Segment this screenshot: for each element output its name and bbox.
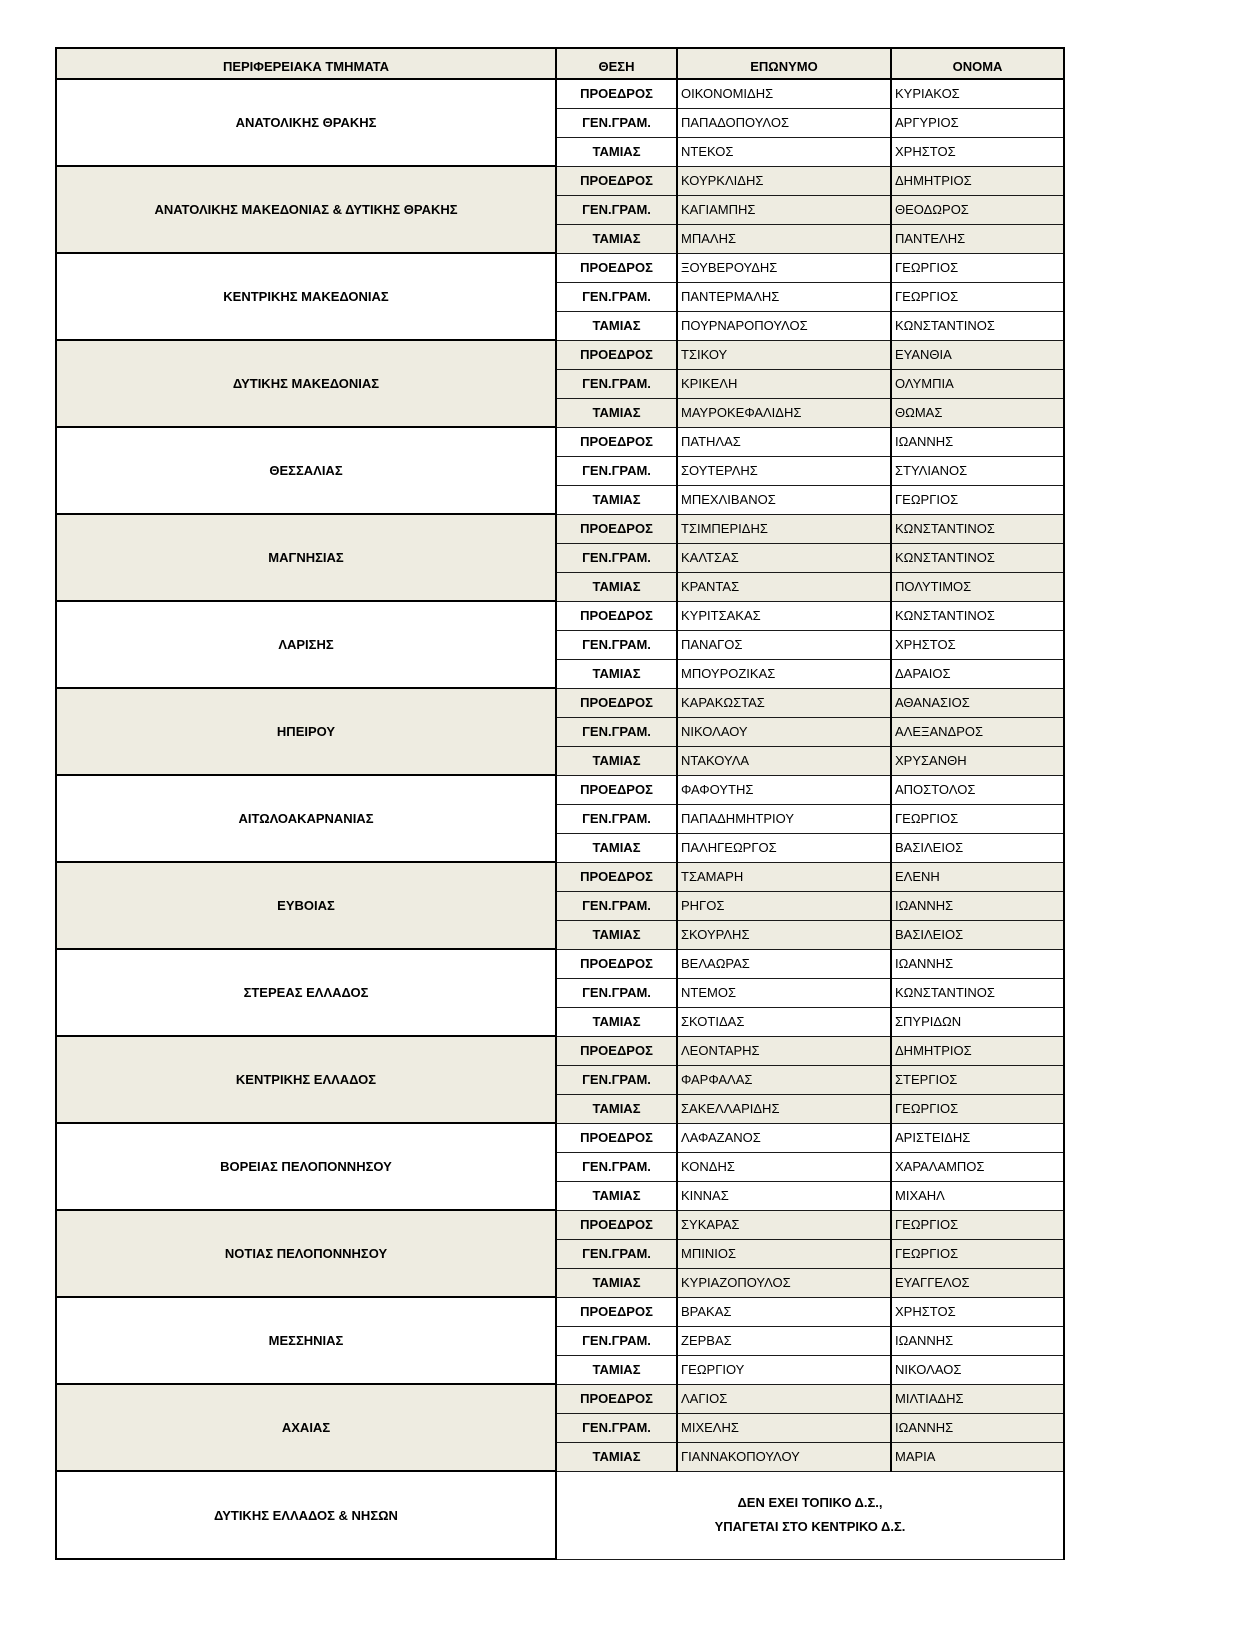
- table-body: [56, 79, 1064, 1559]
- region-cell: ΝΟΤΙΑΣ ΠΕΛΟΠΟΝΝΗΣΟΥ: [56, 1210, 556, 1297]
- position-cell: ΤΑΜΙΑΣ: [556, 1007, 677, 1036]
- region-cell: ΜΑΓΝΗΣΙΑΣ: [56, 514, 556, 601]
- position-cell: ΤΑΜΙΑΣ: [556, 572, 677, 601]
- first-name-cell: ΙΩΑΝΝΗΣ: [891, 1326, 1064, 1355]
- first-name-cell: ΒΑΣΙΛΕΙΟΣ: [891, 833, 1064, 862]
- surname-cell: ΣΚΟΥΡΛΗΣ: [677, 920, 891, 949]
- region-cell: ΣΤΕΡΕΑΣ ΕΛΛΑΔΟΣ: [56, 949, 556, 1036]
- position-cell: ΠΡΟΕΔΡΟΣ: [556, 1297, 677, 1326]
- surname-cell: ΓΙΑΝΝΑΚΟΠΟΥΛΟΥ: [677, 1442, 891, 1471]
- first-name-cell: ΚΩΝΣΤΑΝΤΙΝΟΣ: [891, 601, 1064, 630]
- first-name-cell: ΙΩΑΝΝΗΣ: [891, 891, 1064, 920]
- position-cell: ΤΑΜΙΑΣ: [556, 1094, 677, 1123]
- surname-cell: ΤΣΙΚΟΥ: [677, 340, 891, 369]
- surname-cell: ΠΑΛΗΓΕΩΡΓΟΣ: [677, 833, 891, 862]
- position-cell: ΓΕΝ.ΓΡΑΜ.: [556, 195, 677, 224]
- first-name-cell: ΠΟΛΥΤΙΜΟΣ: [891, 572, 1064, 601]
- position-cell: ΤΑΜΙΑΣ: [556, 137, 677, 166]
- position-cell: ΠΡΟΕΔΡΟΣ: [556, 775, 677, 804]
- first-name-cell: ΧΡΗΣΤΟΣ: [891, 630, 1064, 659]
- position-cell: ΤΑΜΙΑΣ: [556, 224, 677, 253]
- table-row: [56, 775, 1064, 804]
- first-name-cell: ΑΛΕΞΑΝΔΡΟΣ: [891, 717, 1064, 746]
- position-cell: ΠΡΟΕΔΡΟΣ: [556, 1123, 677, 1152]
- surname-cell: ΒΕΛΑΩΡΑΣ: [677, 949, 891, 978]
- position-cell: ΠΡΟΕΔΡΟΣ: [556, 79, 677, 108]
- surname-cell: ΜΠΟΥΡΟΖΙΚΑΣ: [677, 659, 891, 688]
- position-cell: ΓΕΝ.ΓΡΑΜ.: [556, 543, 677, 572]
- position-cell: ΤΑΜΙΑΣ: [556, 920, 677, 949]
- surname-cell: ΠΑΝΑΓΟΣ: [677, 630, 891, 659]
- surname-cell: ΚΡΑΝΤΑΣ: [677, 572, 891, 601]
- region-cell: ΛΑΡΙΣΗΣ: [56, 601, 556, 688]
- surname-cell: ΛΕΟΝΤΑΡΗΣ: [677, 1036, 891, 1065]
- position-cell: ΤΑΜΙΑΣ: [556, 659, 677, 688]
- region-cell: ΑΝΑΤΟΛΙΚΗΣ ΜΑΚΕΔΟΝΙΑΣ & ΔΥΤΙΚΗΣ ΘΡΑΚΗΣ: [56, 166, 556, 253]
- table-row: [56, 862, 1064, 891]
- surname-cell: ΞΟΥΒΕΡΟΥΔΗΣ: [677, 253, 891, 282]
- surname-cell: ΠΑΠΑΔΗΜΗΤΡΙΟΥ: [677, 804, 891, 833]
- first-name-cell: ΔΗΜΗΤΡΙΟΣ: [891, 1036, 1064, 1065]
- position-cell: ΤΑΜΙΑΣ: [556, 1268, 677, 1297]
- surname-cell: ΚΑΓΙΑΜΠΗΣ: [677, 195, 891, 224]
- header-position: ΘΕΣΗ: [556, 48, 677, 79]
- first-name-cell: ΣΠΥΡΙΔΩΝ: [891, 1007, 1064, 1036]
- note-cell: [556, 1471, 1064, 1559]
- surname-cell: ΒΡΑΚΑΣ: [677, 1297, 891, 1326]
- position-cell: ΓΕΝ.ΓΡΑΜ.: [556, 978, 677, 1007]
- surname-cell: ΝΤΕΚΟΣ: [677, 137, 891, 166]
- first-name-cell: ΓΕΩΡΓΙΟΣ: [891, 1094, 1064, 1123]
- position-cell: ΤΑΜΙΑΣ: [556, 398, 677, 427]
- region-cell: ΔΥΤΙΚΗΣ ΜΑΚΕΔΟΝΙΑΣ: [56, 340, 556, 427]
- first-name-cell: ΜΙΛΤΙΑΔΗΣ: [891, 1384, 1064, 1413]
- surname-cell: ΦΑΡΦΑΛΑΣ: [677, 1065, 891, 1094]
- position-cell: ΤΑΜΙΑΣ: [556, 1355, 677, 1384]
- table-row: [56, 1210, 1064, 1239]
- position-cell: ΓΕΝ.ΓΡΑΜ.: [556, 282, 677, 311]
- first-name-cell: ΧΡΥΣΑΝΘΗ: [891, 746, 1064, 775]
- first-name-cell: ΝΙΚΟΛΑΟΣ: [891, 1355, 1064, 1384]
- first-name-cell: ΓΕΩΡΓΙΟΣ: [891, 485, 1064, 514]
- note-line: ΥΠΑΓΕΤΑΙ ΣΤΟ ΚΕΝΤΡΙΚΟ Δ.Σ.: [714, 1519, 906, 1534]
- surname-cell: ΠΑΠΑΔΟΠΟΥΛΟΣ: [677, 108, 891, 137]
- position-cell: ΤΑΜΙΑΣ: [556, 311, 677, 340]
- surname-cell: ΚΟΝΔΗΣ: [677, 1152, 891, 1181]
- position-cell: ΤΑΜΙΑΣ: [556, 1442, 677, 1471]
- first-name-cell: ΑΡΙΣΤΕΙΔΗΣ: [891, 1123, 1064, 1152]
- position-cell: ΓΕΝ.ΓΡΑΜ.: [556, 1065, 677, 1094]
- region-cell: ΜΕΣΣΗΝΙΑΣ: [56, 1297, 556, 1384]
- members-table: [55, 47, 1065, 1560]
- first-name-cell: ΜΙΧΑΗΛ: [891, 1181, 1064, 1210]
- region-cell: ΚΕΝΤΡΙΚΗΣ ΜΑΚΕΔΟΝΙΑΣ: [56, 253, 556, 340]
- first-name-cell: ΣΤΕΡΓΙΟΣ: [891, 1065, 1064, 1094]
- first-name-cell: ΙΩΑΝΝΗΣ: [891, 1413, 1064, 1442]
- surname-cell: ΖΕΡΒΑΣ: [677, 1326, 891, 1355]
- region-cell: ΔΥΤΙΚΗΣ ΕΛΛΑΔΟΣ & ΝΗΣΩΝ: [56, 1471, 556, 1559]
- position-cell: ΓΕΝ.ΓΡΑΜ.: [556, 1326, 677, 1355]
- surname-cell: ΦΑΦΟΥΤΗΣ: [677, 775, 891, 804]
- first-name-cell: ΠΑΝΤΕΛΗΣ: [891, 224, 1064, 253]
- surname-cell: ΤΣΑΜΑΡΗ: [677, 862, 891, 891]
- position-cell: ΓΕΝ.ΓΡΑΜ.: [556, 717, 677, 746]
- position-cell: ΠΡΟΕΔΡΟΣ: [556, 1210, 677, 1239]
- table-row: [56, 688, 1064, 717]
- region-cell: ΑΙΤΩΛΟΑΚΑΡΝΑΝΙΑΣ: [56, 775, 556, 862]
- surname-cell: ΣΟΥΤΕΡΛΗΣ: [677, 456, 891, 485]
- table-row: [56, 1123, 1064, 1152]
- position-cell: ΠΡΟΕΔΡΟΣ: [556, 688, 677, 717]
- first-name-cell: ΧΑΡΑΛΑΜΠΟΣ: [891, 1152, 1064, 1181]
- first-name-cell: ΑΠΟΣΤΟΛΟΣ: [891, 775, 1064, 804]
- surname-cell: ΝΤΑΚΟΥΛΑ: [677, 746, 891, 775]
- first-name-cell: ΓΕΩΡΓΙΟΣ: [891, 1210, 1064, 1239]
- note-line: ΔΕΝ ΕΧΕΙ ΤΟΠΙΚΟ Δ.Σ.,: [737, 1495, 883, 1510]
- table-row: [56, 427, 1064, 456]
- position-cell: ΓΕΝ.ΓΡΑΜ.: [556, 1239, 677, 1268]
- first-name-cell: ΕΥΑΝΘΙΑ: [891, 340, 1064, 369]
- first-name-cell: ΔΑΡΑΙΟΣ: [891, 659, 1064, 688]
- position-cell: ΓΕΝ.ΓΡΑΜ.: [556, 804, 677, 833]
- surname-cell: ΚΡΙΚΕΛΗ: [677, 369, 891, 398]
- position-cell: ΤΑΜΙΑΣ: [556, 485, 677, 514]
- position-cell: ΠΡΟΕΔΡΟΣ: [556, 1036, 677, 1065]
- region-cell: ΘΕΣΣΑΛΙΑΣ: [56, 427, 556, 514]
- region-cell: ΗΠΕΙΡΟΥ: [56, 688, 556, 775]
- position-cell: ΠΡΟΕΔΡΟΣ: [556, 253, 677, 282]
- first-name-cell: ΚΥΡΙΑΚΟΣ: [891, 79, 1064, 108]
- table-row: [56, 514, 1064, 543]
- first-name-cell: ΙΩΑΝΝΗΣ: [891, 427, 1064, 456]
- surname-cell: ΛΑΓΙΟΣ: [677, 1384, 891, 1413]
- surname-cell: ΤΣΙΜΠΕΡΙΔΗΣ: [677, 514, 891, 543]
- first-name-cell: ΧΡΗΣΤΟΣ: [891, 137, 1064, 166]
- region-cell: ΑΝΑΤΟΛΙΚΗΣ ΘΡΑΚΗΣ: [56, 79, 556, 166]
- first-name-cell: ΓΕΩΡΓΙΟΣ: [891, 282, 1064, 311]
- position-cell: ΓΕΝ.ΓΡΑΜ.: [556, 108, 677, 137]
- first-name-cell: ΘΕΟΔΩΡΟΣ: [891, 195, 1064, 224]
- position-cell: ΠΡΟΕΔΡΟΣ: [556, 514, 677, 543]
- first-name-cell: ΘΩΜΑΣ: [891, 398, 1064, 427]
- first-name-cell: ΕΥΑΓΓΕΛΟΣ: [891, 1268, 1064, 1297]
- first-name-cell: ΑΡΓΥΡΙΟΣ: [891, 108, 1064, 137]
- position-cell: ΠΡΟΕΔΡΟΣ: [556, 949, 677, 978]
- surname-cell: ΜΠΕΧΛΙΒΑΝΟΣ: [677, 485, 891, 514]
- position-cell: ΓΕΝ.ΓΡΑΜ.: [556, 1413, 677, 1442]
- surname-cell: ΠΑΝΤΕΡΜΑΛΗΣ: [677, 282, 891, 311]
- first-name-cell: ΚΩΝΣΤΑΝΤΙΝΟΣ: [891, 514, 1064, 543]
- first-name-cell: ΣΤΥΛΙΑΝΟΣ: [891, 456, 1064, 485]
- first-name-cell: ΒΑΣΙΛΕΙΟΣ: [891, 920, 1064, 949]
- table-row: [56, 949, 1064, 978]
- surname-cell: ΝΙΚΟΛΑΟΥ: [677, 717, 891, 746]
- header-name: ΟΝΟΜΑ: [891, 48, 1064, 79]
- first-name-cell: ΚΩΝΣΤΑΝΤΙΝΟΣ: [891, 543, 1064, 572]
- first-name-cell: ΕΛΕΝΗ: [891, 862, 1064, 891]
- position-cell: ΓΕΝ.ΓΡΑΜ.: [556, 891, 677, 920]
- first-name-cell: ΚΩΝΣΤΑΝΤΙΝΟΣ: [891, 311, 1064, 340]
- region-cell: ΒΟΡΕΙΑΣ ΠΕΛΟΠΟΝΝΗΣΟΥ: [56, 1123, 556, 1210]
- table-row: [56, 1036, 1064, 1065]
- surname-cell: ΜΠΙΝΙΟΣ: [677, 1239, 891, 1268]
- first-name-cell: ΧΡΗΣΤΟΣ: [891, 1297, 1064, 1326]
- surname-cell: ΚΥΡΙΑΖΟΠΟΥΛΟΣ: [677, 1268, 891, 1297]
- region-cell: ΕΥΒΟΙΑΣ: [56, 862, 556, 949]
- surname-cell: ΛΑΦΑΖΑΝΟΣ: [677, 1123, 891, 1152]
- first-name-cell: ΟΛΥΜΠΙΑ: [891, 369, 1064, 398]
- surname-cell: ΚΑΛΤΣΑΣ: [677, 543, 891, 572]
- surname-cell: ΠΟΥΡΝΑΡΟΠΟΥΛΟΣ: [677, 311, 891, 340]
- surname-cell: ΣΚΟΤΙΔΑΣ: [677, 1007, 891, 1036]
- first-name-cell: ΑΘΑΝΑΣΙΟΣ: [891, 688, 1064, 717]
- position-cell: ΤΑΜΙΑΣ: [556, 746, 677, 775]
- first-name-cell: ΓΕΩΡΓΙΟΣ: [891, 253, 1064, 282]
- surname-cell: ΓΕΩΡΓΙΟΥ: [677, 1355, 891, 1384]
- surname-cell: ΡΗΓΟΣ: [677, 891, 891, 920]
- first-name-cell: ΜΑΡΙΑ: [891, 1442, 1064, 1471]
- surname-cell: ΟΙΚΟΝΟΜΙΔΗΣ: [677, 79, 891, 108]
- position-cell: ΓΕΝ.ΓΡΑΜ.: [556, 1152, 677, 1181]
- position-cell: ΠΡΟΕΔΡΟΣ: [556, 166, 677, 195]
- first-name-cell: ΓΕΩΡΓΙΟΣ: [891, 1239, 1064, 1268]
- table-row: [56, 79, 1064, 108]
- header-region: ΠΕΡΙΦΕΡΕΙΑΚΑ ΤΜΗΜΑΤΑ: [56, 48, 556, 79]
- surname-cell: ΝΤΕΜΟΣ: [677, 978, 891, 1007]
- surname-cell: ΜΙΧΕΛΗΣ: [677, 1413, 891, 1442]
- header-surname: ΕΠΩΝΥΜΟ: [677, 48, 891, 79]
- surname-cell: ΣΥΚΑΡΑΣ: [677, 1210, 891, 1239]
- first-name-cell: ΙΩΑΝΝΗΣ: [891, 949, 1064, 978]
- table-row: [56, 340, 1064, 369]
- header-row: [56, 48, 1064, 79]
- surname-cell: ΜΑΥΡΟΚΕΦΑΛΙΔΗΣ: [677, 398, 891, 427]
- position-cell: ΤΑΜΙΑΣ: [556, 1181, 677, 1210]
- position-cell: ΓΕΝ.ΓΡΑΜ.: [556, 369, 677, 398]
- position-cell: ΤΑΜΙΑΣ: [556, 833, 677, 862]
- region-cell: ΚΕΝΤΡΙΚΗΣ ΕΛΛΑΔΟΣ: [56, 1036, 556, 1123]
- position-cell: ΠΡΟΕΔΡΟΣ: [556, 862, 677, 891]
- position-cell: ΠΡΟΕΔΡΟΣ: [556, 601, 677, 630]
- table-row: [56, 1297, 1064, 1326]
- table-row: [56, 166, 1064, 195]
- position-cell: ΠΡΟΕΔΡΟΣ: [556, 340, 677, 369]
- table-row: [56, 601, 1064, 630]
- position-cell: ΓΕΝ.ΓΡΑΜ.: [556, 630, 677, 659]
- table-row: [56, 1384, 1064, 1413]
- surname-cell: ΚΥΡΙΤΣΑΚΑΣ: [677, 601, 891, 630]
- surname-cell: ΚΑΡΑΚΩΣΤΑΣ: [677, 688, 891, 717]
- surname-cell: ΣΑΚΕΛΛΑΡΙΔΗΣ: [677, 1094, 891, 1123]
- surname-cell: ΚΟΥΡΚΛΙΔΗΣ: [677, 166, 891, 195]
- first-name-cell: ΓΕΩΡΓΙΟΣ: [891, 804, 1064, 833]
- table-row: [56, 253, 1064, 282]
- first-name-cell: ΔΗΜΗΤΡΙΟΣ: [891, 166, 1064, 195]
- region-cell: ΑΧΑΙΑΣ: [56, 1384, 556, 1471]
- surname-cell: ΚΙΝΝΑΣ: [677, 1181, 891, 1210]
- position-cell: ΠΡΟΕΔΡΟΣ: [556, 427, 677, 456]
- table-row: [56, 1471, 1064, 1559]
- first-name-cell: ΚΩΝΣΤΑΝΤΙΝΟΣ: [891, 978, 1064, 1007]
- surname-cell: ΜΠΑΛΗΣ: [677, 224, 891, 253]
- position-cell: ΠΡΟΕΔΡΟΣ: [556, 1384, 677, 1413]
- position-cell: ΓΕΝ.ΓΡΑΜ.: [556, 456, 677, 485]
- surname-cell: ΠΑΤΗΛΑΣ: [677, 427, 891, 456]
